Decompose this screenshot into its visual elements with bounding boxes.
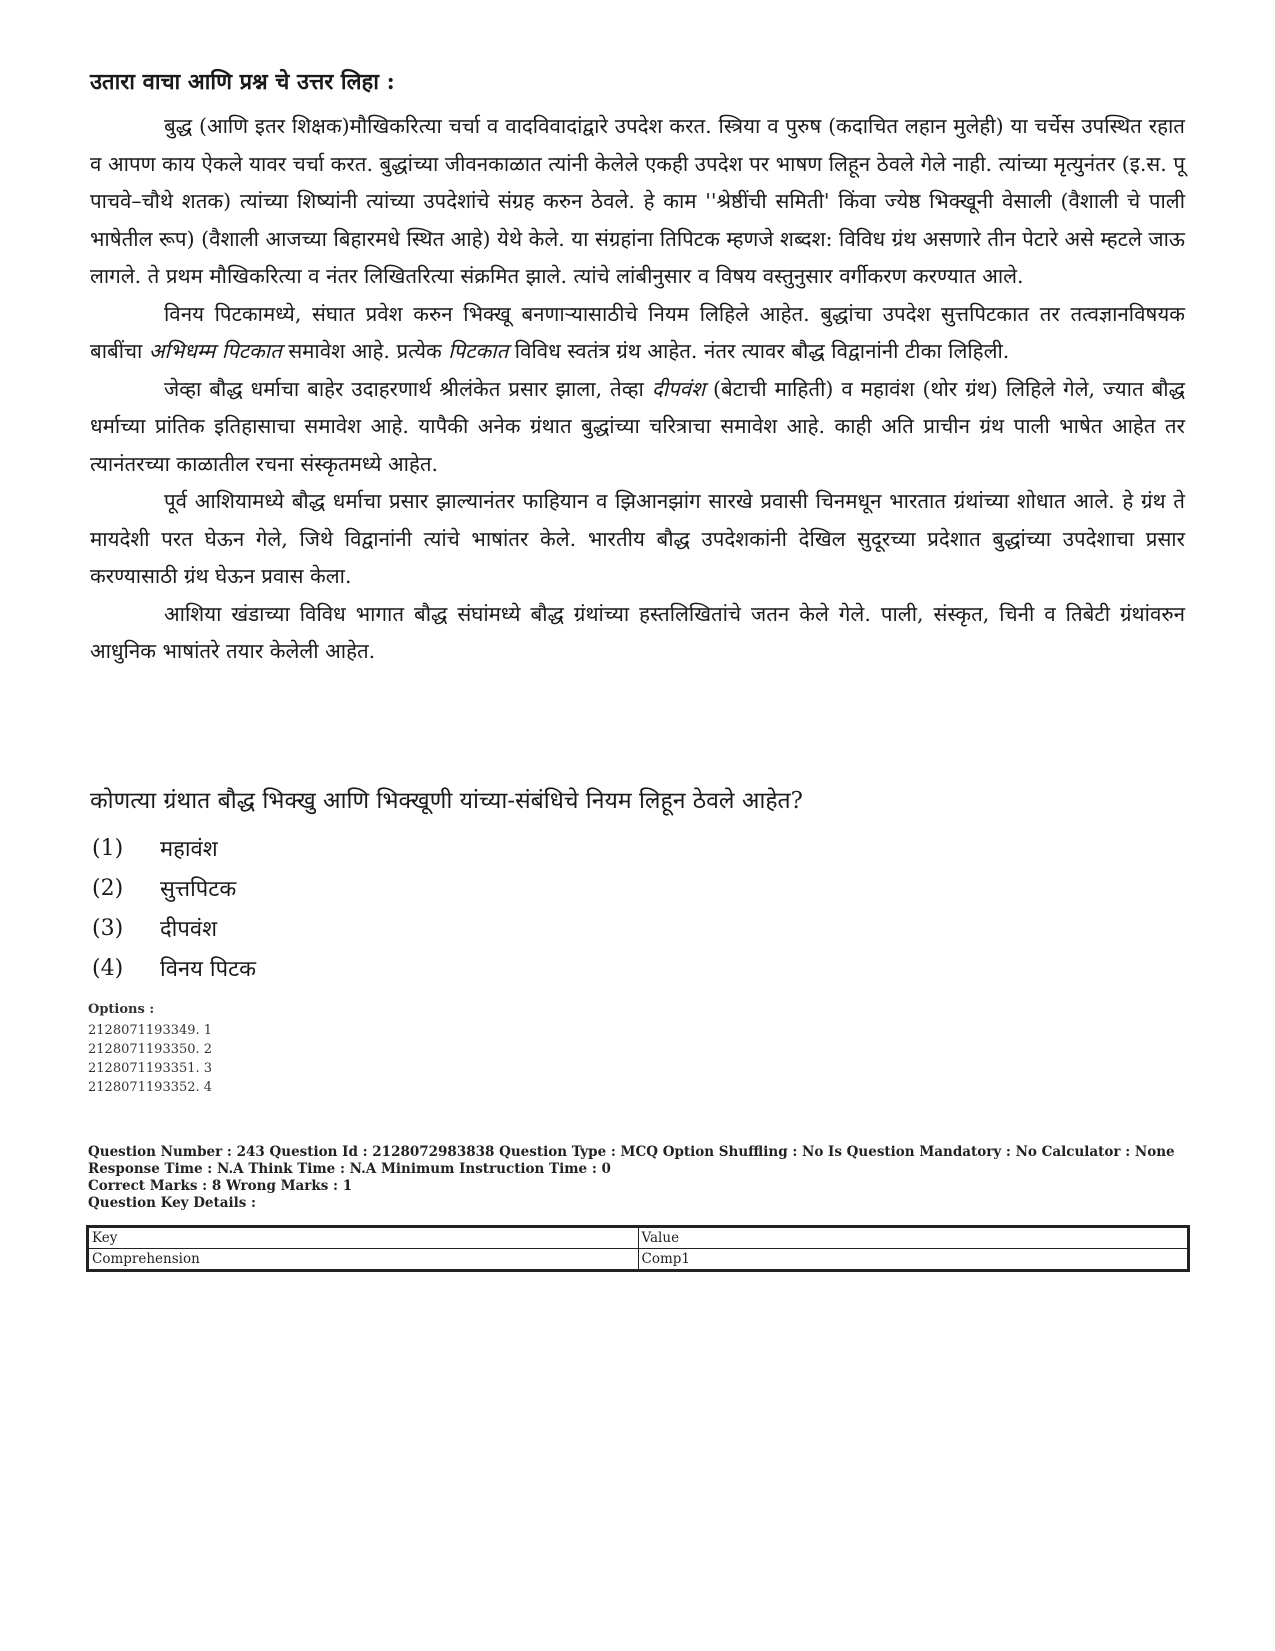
options-label: Options : <box>88 1002 155 1017</box>
table-row <box>89 1249 1188 1270</box>
table-cell-key: Comprehension <box>89 1249 639 1270</box>
choice-text: विनय पिटक <box>160 957 257 982</box>
choice-number: (3) <box>92 915 124 941</box>
question-text: कोणत्या ग्रंथात बौद्ध भिक्खु आणि भिक्खूणी यांच्या-संबंधिचे नियम लिहून ठेवले आहेत? <box>90 788 803 814</box>
passage-text: (बेटाची माहिती) व महावंश (थोर ग्रंथ) लिहिले गेले, ज्यात बौद्ध धर्माच्या प्रांतिक इतिहासाचा समावेश आहे. यापैकी अनेक ग्रंथात बुद्धांच्या चरित्राचा समावेश आहे. काही अति प्राचीन ग्रंथ पाली भाषेत आहेत तर त्यानंतरच्या काळातील रचना संस्कृतमध्ये आहेत. <box>90 376 1185 476</box>
choice-number: (4) <box>92 955 124 981</box>
passage-text: समावेश आहे. प्रत्येक <box>281 339 449 363</box>
table-header-key: Key <box>89 1228 639 1249</box>
passage-text: विनय पिटकामध्ये, संघात प्रवेश करुन भिक्खू बनणाऱ्यासाठीचे नियम लिहिले आहेत. बुद्धांचा उपदेश सुत्तपिटकात तर तत्वज्ञानविषयक बाबींचा <box>90 301 1185 363</box>
table-cell-value: Comp1 <box>638 1249 1188 1270</box>
choice-text: दीपवंश <box>160 917 218 942</box>
metadata-line-key-details: Question Key Details : <box>88 1195 257 1211</box>
metadata-line-timing: Response Time : N.A Think Time : N.A Minimum Instruction Time : 0 <box>88 1161 611 1177</box>
comprehension-passage <box>90 108 1185 671</box>
option-id: 2128071193349. 1 <box>88 1023 213 1038</box>
passage-italic-term: पिटकात <box>448 339 509 363</box>
passage-paragraph-4: पूर्व आशियामध्ये बौद्ध धर्माचा प्रसार झाल्यानंतर फाहियान व झिआनझांग सारखे प्रवासी चिनमधून भारतात ग्रंथांच्या शोधात आले. हे ग्रंथ ते मायदेशी परत घेऊन गेले, जिथे विद्वानांनी त्यांचे भाषांतर केले. भारतीय बौद्ध उपदेशकांनी देखिल सुदूरच्या प्रदेशात बुद्धांच्या उपदेशाचा प्रसार करण्यासाठी ग्रंथ घेऊन प्रवास केला. <box>90 489 1185 588</box>
option-id: 2128071193351. 3 <box>88 1061 213 1076</box>
question-key-table <box>88 1227 1188 1270</box>
table-header-row <box>89 1228 1188 1249</box>
choice-number: (1) <box>92 835 124 861</box>
passage-text: विविध स्वतंत्र ग्रंथ आहेत. नंतर त्यावर बौद्ध विद्वानांनी टीका लिहिली. <box>508 339 1010 363</box>
answer-choices <box>92 828 256 988</box>
passage-text: जेव्हा बौद्ध धर्माचा बाहेर उदाहरणार्थ श्रीलंकेत प्रसार झाला, तेव्हा <box>164 376 652 401</box>
metadata-line-question-info: Question Number : 243 Question Id : 2128072983838 Question Type : MCQ Option Shuffling : No Is Question Mandatory : No Calculator : None <box>88 1144 1175 1160</box>
answer-choice-2[interactable] <box>92 868 256 908</box>
passage-paragraph-1: बुद्ध (आणि इतर शिक्षक)मौखिकरित्या चर्चा व वादविवादांद्वारे उपदेश करत. स्त्रिया व पुरुष (कदाचित लहान मुलेही) या चर्चेस उपस्थित रहात व आपण काय ऐकले यावर चर्चा करत. बुद्धांच्या जीवनकाळात त्यांनी केलेले एकही उपदेश पर भाषण लिहून ठेवले गेले नाही. त्यांच्या मृत्युनंतर (इ.स. पू पाचवे–चौथे शतक) त्यांच्या शिष्यांनी त्यांच्या उपदेशांचे संग्रह करुन ठेवले. हे काम ''श्रेष्ठींची समिती' किंवा ज्येष्ठ भिक्खूनी वेसाली (वैशाली चे पाली भाषेतील रूप) (वैशाली आजच्या बिहारमधे स्थित आहे) येथे केले. या संग्रहांना तिपिटक म्हणजे शब्दश: विविध ग्रंथ असणारे तीन पेटारे असे म्हटले जाऊ लागले. ते प्रथम मौखिकरित्या व नंतर लिखितरित्या संक्रमित झाले. त्यांचे लांबीनुसार व विषय वस्तुनुसार वर्गीकरण करण्यात आले. <box>90 114 1185 288</box>
answer-choice-4[interactable] <box>92 948 256 988</box>
option-id: 2128071193350. 2 <box>88 1042 213 1057</box>
choice-text: महावंश <box>160 837 218 862</box>
answer-choice-3[interactable] <box>92 908 256 948</box>
passage-heading: उतारा वाचा आणि प्रश्न चे उत्तर लिहा : <box>90 69 395 95</box>
passage-italic-term: दीपवंश <box>651 376 706 401</box>
passage-italic-term: अभिधम्म पिटकात <box>148 339 282 363</box>
passage-paragraph-3 <box>90 371 1185 484</box>
choice-text: सुत्तपिटक <box>160 877 237 902</box>
passage-paragraph-2 <box>90 296 1185 371</box>
question-metadata <box>88 1144 1188 1212</box>
passage-paragraph-5: आशिया खंडाच्या विविध भागात बौद्ध संघांमध्ये बौद्ध ग्रंथांच्या हस्तलिखितांचे जतन केले गेले. पाली, संस्कृत, चिनी व तिबेटी ग्रंथांवरुन आधुनिक भाषांतरे तयार केलेली आहेत. <box>90 601 1185 663</box>
table-header-value: Value <box>638 1228 1188 1249</box>
option-id: 2128071193352. 4 <box>88 1080 213 1095</box>
choice-number: (2) <box>92 875 124 901</box>
metadata-line-marks: Correct Marks : 8 Wrong Marks : 1 <box>88 1178 353 1194</box>
answer-choice-1[interactable] <box>92 828 256 868</box>
option-ids-block <box>88 1000 212 1097</box>
